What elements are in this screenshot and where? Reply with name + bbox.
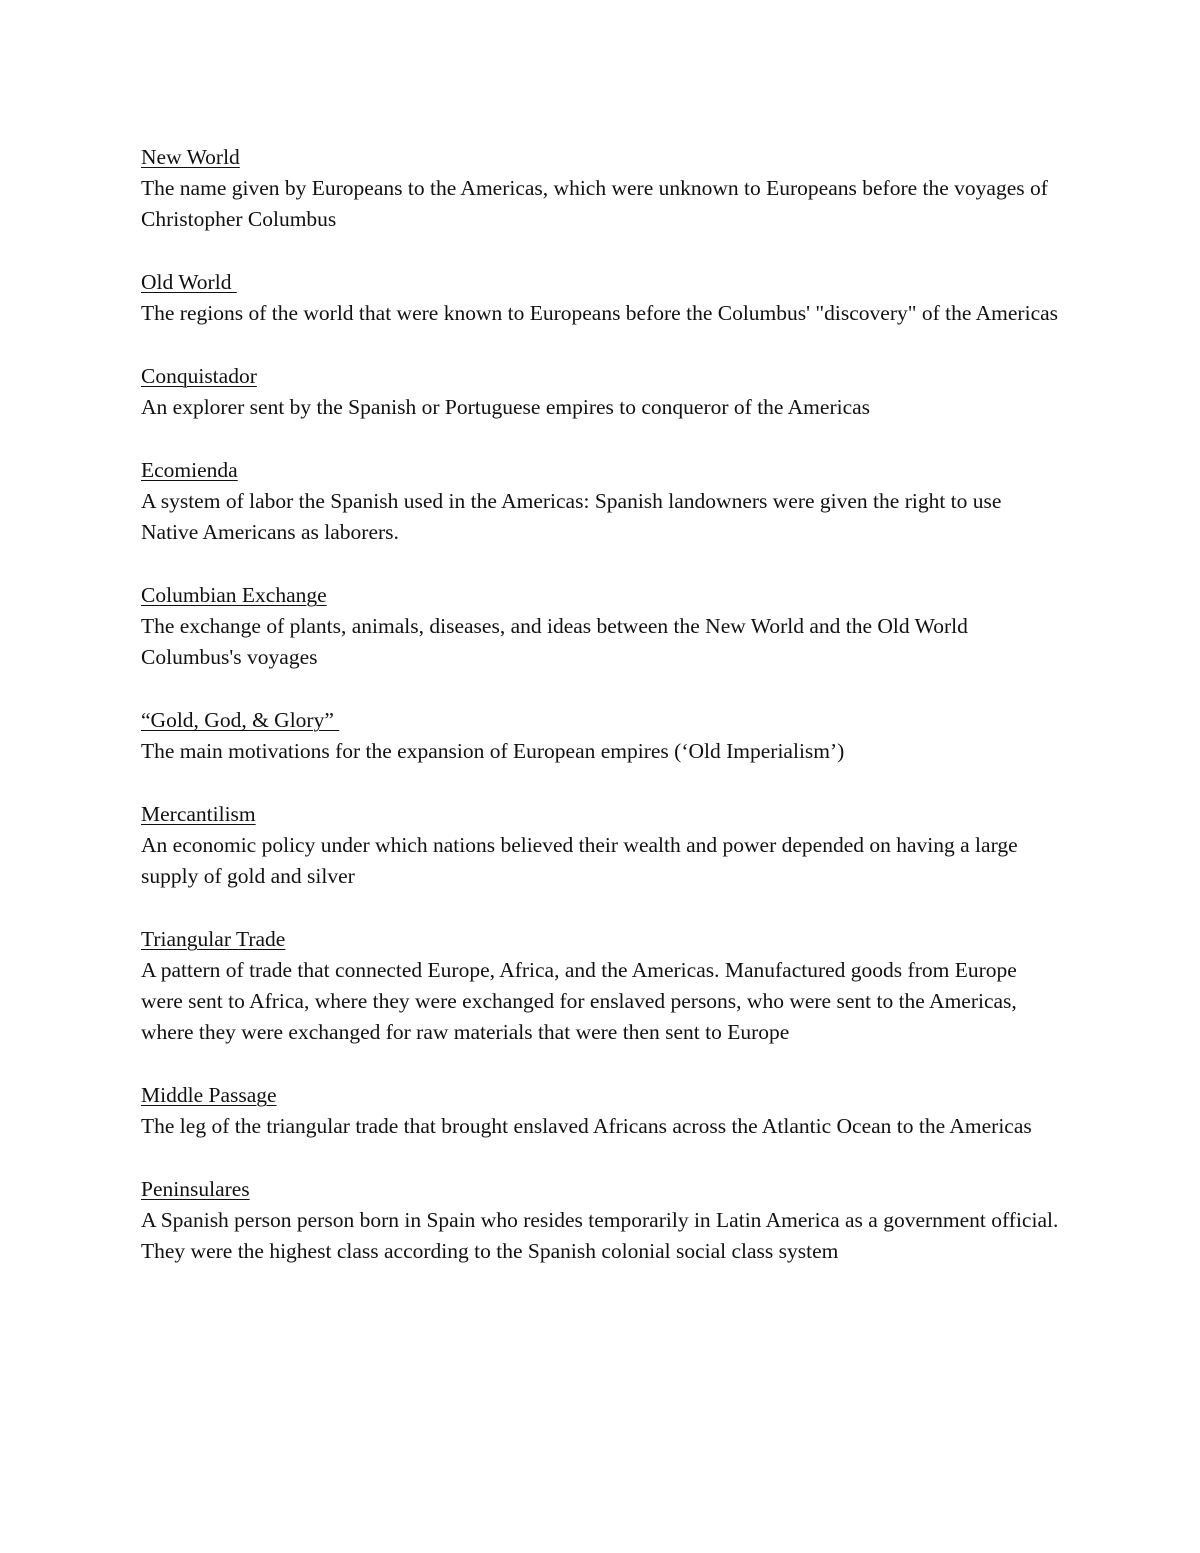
term-heading: Conquistador — [141, 364, 257, 388]
glossary-entry-old-world — [141, 267, 1061, 329]
term-definition: The leg of the triangular trade that brought enslaved Africans across the Atlantic Ocean to the Americas — [141, 1114, 1032, 1138]
term-definition: The exchange of plants, animals, diseases, and ideas between the New World and the Old World Columbus's voyages — [141, 614, 968, 669]
glossary-entry-peninsulares — [141, 1174, 1061, 1267]
glossary-entry-columbian-exchange — [141, 580, 1061, 673]
term-definition: An explorer sent by the Spanish or Portuguese empires to conqueror of the Americas — [141, 395, 871, 419]
term-heading: New World — [141, 145, 240, 169]
term-definition: A Spanish person person born in Spain who resides temporarily in Latin America as a government official. They were the highest class according to the Spanish colonial social class system — [141, 1208, 1059, 1263]
glossary-entry-ecomienda — [141, 455, 1061, 548]
term-definition: The name given by Europeans to the Americas, which were unknown to Europeans before the voyages of Christopher Columbus — [141, 176, 1048, 231]
glossary-entry-gold-god-glory — [141, 705, 1061, 767]
term-definition: An economic policy under which nations believed their wealth and power depended on having a large supply of gold and silver — [141, 833, 1018, 888]
term-heading: “Gold, God, & Glory” — [141, 708, 340, 732]
term-heading: Peninsulares — [141, 1177, 250, 1201]
glossary-entry-conquistador — [141, 361, 1061, 423]
glossary-entry-middle-passage — [141, 1080, 1061, 1142]
term-definition: A system of labor the Spanish used in the Americas: Spanish landowners were given the right to use Native Americans as laborers. — [141, 489, 1002, 544]
term-heading: Middle Passage — [141, 1083, 277, 1107]
document-page — [141, 142, 1061, 1299]
term-heading: Columbian Exchange — [141, 583, 327, 607]
glossary-entry-triangular-trade — [141, 924, 1061, 1048]
term-definition: The regions of the world that were known to Europeans before the Columbus' "discovery" of the Americas — [141, 301, 1059, 325]
term-heading: Old World — [141, 270, 237, 294]
term-heading: Ecomienda — [141, 458, 238, 482]
glossary-entry-new-world — [141, 142, 1061, 235]
term-heading: Mercantilism — [141, 802, 256, 826]
term-heading: Triangular Trade — [141, 927, 286, 951]
term-definition: The main motivations for the expansion of European empires (‘Old Imperialism’) — [141, 739, 845, 763]
term-definition: A pattern of trade that connected Europe, Africa, and the Americas. Manufactured goods from Europe were sent to Africa, where they were exchanged for enslaved persons, who were sent to the Americas, where they were exchanged for raw materials that were then sent to Europe — [141, 958, 1017, 1044]
glossary-entry-mercantilism — [141, 799, 1061, 892]
